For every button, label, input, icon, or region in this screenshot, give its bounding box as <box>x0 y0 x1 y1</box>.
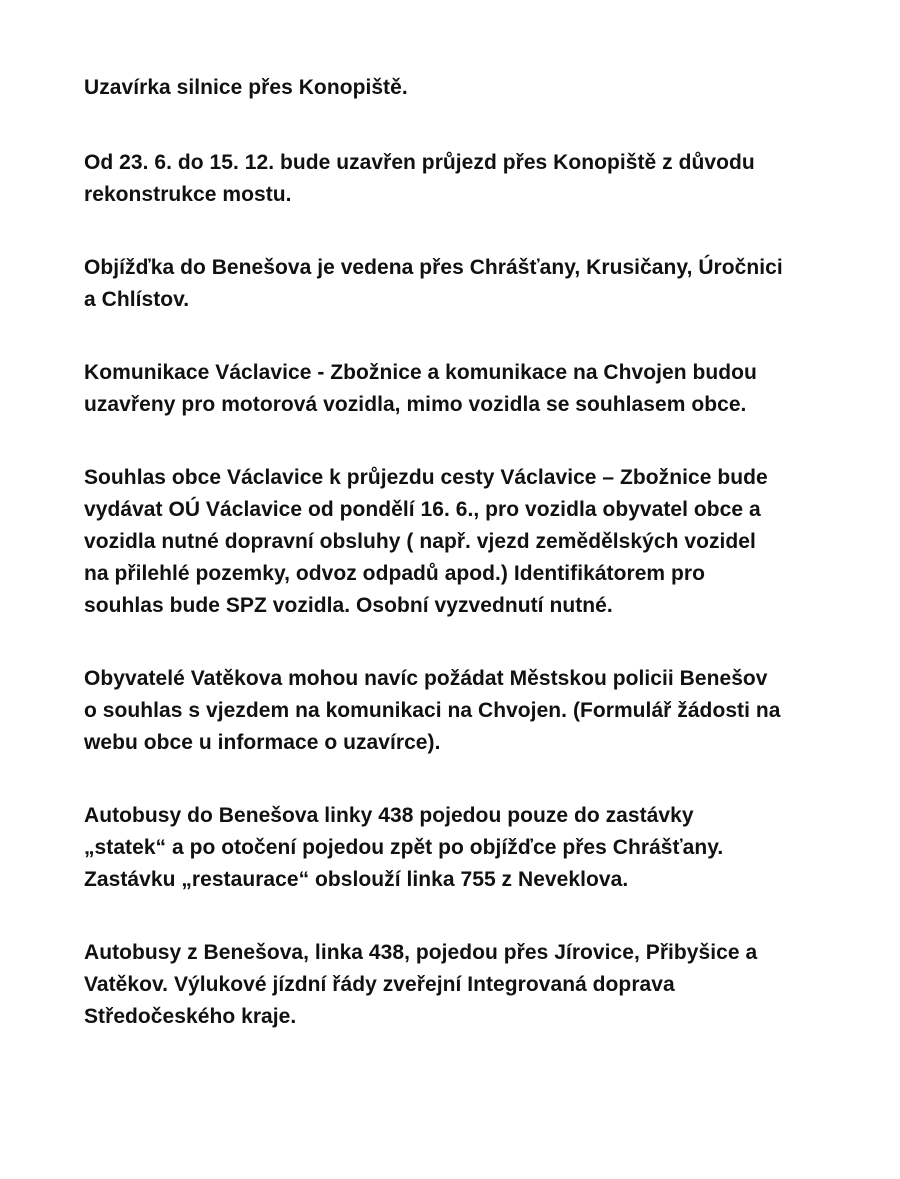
paragraph-line: Středočeského kraje. <box>84 1005 297 1028</box>
paragraph-road-closure <box>84 357 844 421</box>
paragraph-line: Autobusy do Benešova linky 438 pojedou pouze do zastávky <box>84 804 694 827</box>
document-title <box>84 72 844 104</box>
paragraph-buses-from-benesov <box>84 937 844 1033</box>
paragraph-line: „statek“ a po otočení pojedou zpět po objížďce přes Chrášťany. <box>84 836 724 859</box>
paragraph-line: Obyvatelé Vatěkova mohou navíc požádat Městskou policii Benešov <box>84 667 768 690</box>
paragraph-line: rekonstrukce mostu. <box>84 183 292 206</box>
paragraph-line: a Chlístov. <box>84 288 190 311</box>
paragraph-detour <box>84 252 844 316</box>
paragraph-line: webu obce u informace o uzavírce). <box>84 731 441 754</box>
paragraph-line: vozidla nutné dopravní obsluhy ( např. vjezd zemědělských vozidel <box>84 530 756 553</box>
paragraph-line: Od 23. 6. do 15. 12. bude uzavřen průjezd přes Konopiště z důvodu <box>84 151 755 174</box>
paragraph-line: uzavřeny pro motorová vozidla, mimo vozidla se souhlasem obce. <box>84 393 747 416</box>
paragraph-line: souhlas bude SPZ vozidla. Osobní vyzvednutí nutné. <box>84 594 613 617</box>
paragraph-line: Komunikace Václavice - Zbožnice a komunikace na Chvojen budou <box>84 361 757 384</box>
paragraph-closure-dates <box>84 147 844 211</box>
paragraph-permit-info <box>84 462 844 622</box>
title-line: Uzavírka silnice přes Konopiště. <box>84 76 408 99</box>
paragraph-line: o souhlas s vjezdem na komunikaci na Chvojen. (Formulář žádosti na <box>84 699 781 722</box>
paragraph-line: Objížďka do Benešova je vedena přes Chrášťany, Krusičany, Úročnici <box>84 256 783 279</box>
paragraph-line: Vatěkov. Výlukové jízdní řády zveřejní Integrovaná doprava <box>84 973 675 996</box>
paragraph-vatekov-residents <box>84 663 844 759</box>
paragraph-line: na přilehlé pozemky, odvoz odpadů apod.) Identifikátorem pro <box>84 562 706 585</box>
paragraph-buses-to-benesov <box>84 800 844 896</box>
document-page <box>84 72 844 1074</box>
paragraph-line: Zastávku „restaurace“ obslouží linka 755 z Neveklova. <box>84 868 629 891</box>
paragraph-line: Autobusy z Benešova, linka 438, pojedou přes Jírovice, Přibyšice a <box>84 941 758 964</box>
paragraph-line: vydávat OÚ Václavice od pondělí 16. 6., pro vozidla obyvatel obce a <box>84 498 761 521</box>
paragraph-line: Souhlas obce Václavice k průjezdu cesty Václavice – Zbožnice bude <box>84 466 768 489</box>
